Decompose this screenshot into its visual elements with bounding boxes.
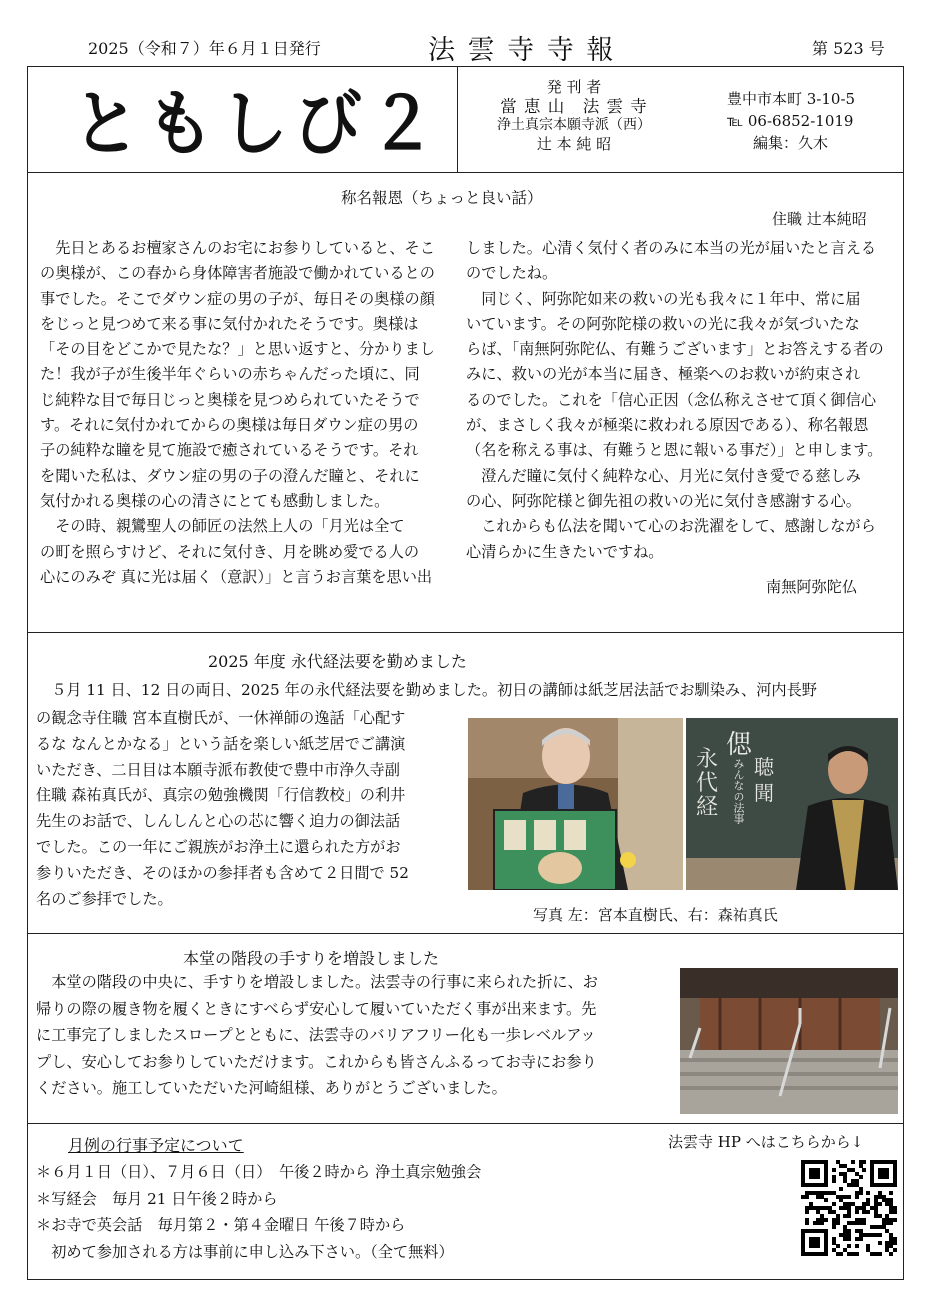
qr-module — [820, 1221, 824, 1225]
qr-module — [859, 1237, 863, 1241]
article1-closing: 南無阿弥陀仏 — [766, 578, 858, 596]
divider — [27, 632, 904, 633]
text-line: ください。施工していただいた河崎組様、ありがとうございました。 — [36, 1079, 507, 1097]
text-line: 澄んだ瞳に気付く純粋な心、月光に気付き愛でる慈しみ — [466, 466, 861, 485]
issue-number: 第 523 号 — [812, 39, 885, 58]
publisher-heading: 発 刊 者 — [546, 78, 602, 96]
qr-module — [836, 1221, 840, 1225]
qr-module — [878, 1252, 882, 1256]
schedule-list — [36, 1159, 656, 1265]
qr-module — [893, 1248, 897, 1252]
text-line: 「その目をどこかで見たな？」と思い返すと、分かりまし — [40, 340, 435, 359]
text-line: 心清らかに生きたいですね。 — [466, 542, 664, 561]
qr-module — [878, 1241, 882, 1245]
qr-module — [862, 1160, 866, 1164]
text-line: でした。この一年にご親族がお浄土に還られた方がお — [36, 837, 401, 856]
text-line: じ純粋な目で毎日じっと奥様を見つめられていたそうで — [40, 390, 420, 409]
text-line: ＊写経会 毎月 21 日午後２時から — [36, 1189, 278, 1208]
qr-module — [866, 1191, 870, 1195]
text-line: ＊お寺で英会話 毎月第２・第４金曜日 午後７時から — [36, 1216, 406, 1234]
text-line: これからも仏法を聞いて心のお洗濯をして、感謝しながら — [466, 517, 876, 536]
qr-module — [878, 1202, 882, 1206]
article3-title: 本堂の階段の手すりを増設しました — [183, 949, 440, 968]
qr-module — [893, 1218, 897, 1222]
text-line: るのでした。これを「信心正因（念仏称えさせて頂く御信心 — [466, 390, 877, 409]
qr-module — [824, 1198, 828, 1202]
text-line: 帰りの際の履き物を履くときにすべらず安心して履いていただく事が出来ます。先 — [36, 999, 597, 1018]
qr-module — [893, 1241, 897, 1245]
divider — [27, 933, 904, 934]
text-line: 心にのみぞ 真に光は届く（意訳）」と言うお言葉を思い出 — [40, 567, 433, 586]
text-line: るな なんとかなる」という話を楽しい紙芝居でご講演 — [36, 734, 406, 753]
text-line: みに、救いの光が本当に届き、極楽へのお救いが約束され — [466, 365, 861, 384]
photo-caption: 写真 左：宮本直樹氏、右：森祐真氏 — [533, 906, 778, 924]
article3-body — [36, 969, 676, 1102]
qr-module — [839, 1252, 843, 1256]
text-line: 事でした。そこでダウン症の男の子が、毎日その奥様の顔 — [40, 289, 435, 308]
qr-module — [832, 1202, 836, 1206]
qr-module — [855, 1195, 859, 1199]
website-qr-code[interactable] — [801, 1160, 897, 1256]
divider — [27, 1123, 904, 1124]
publisher-name: 辻 本 純 昭 — [536, 135, 612, 153]
qr-module — [855, 1244, 859, 1248]
blackboard-column: 永 代 経 — [696, 747, 719, 820]
masthead-divider — [457, 66, 458, 172]
phone: ℡ 06-6852-1019 — [727, 112, 854, 130]
text-line: の奥様が、この春から身体障害者施設で働かれているとの — [40, 264, 435, 283]
text-line: 本堂の階段の中央に、手すりを増設しました。法雲寺の行事に来られた折に、お — [36, 973, 598, 991]
text-line: の心、阿弥陀様と御先祖の救いの光に気付き感謝する心。 — [466, 491, 861, 510]
text-line: に工事完了しましたスロープとともに、法雲寺のバリアフリー化も一歩レベルアッ — [36, 1026, 596, 1044]
divider — [27, 172, 904, 173]
text-line: をじっと見つめて来る事に気付かれたそうです。奥様は — [40, 314, 419, 333]
issue-date: 2025（令和７）年６月１日発行 — [88, 39, 321, 58]
qr-module — [839, 1187, 843, 1191]
qr-module — [847, 1237, 851, 1241]
qr-module — [847, 1244, 851, 1248]
text-line: の町を照らすけど、それに気付き、月を眺め愛でる人の — [40, 542, 420, 561]
text-line: 住職 森祐真氏が、真宗の勉強機関「行信教校」の利井 — [36, 786, 406, 805]
temple-name: 當 恵 山 法 雲 寺 — [500, 97, 648, 116]
schedule-title: 月例の行事予定について — [68, 1136, 244, 1155]
text-line: 名のご参拝でした。 — [36, 889, 173, 908]
text-line: す。それに気付かれてからの奥様は毎日ダウン症の男の — [40, 416, 419, 435]
qr-module — [824, 1218, 828, 1222]
blackboard-column: 聴 聞 — [754, 755, 774, 805]
text-line: いています。その阿弥陀様の救いの光に我々が気づいたな — [466, 314, 860, 333]
text-line: を聞いた私は、ダウン症の男の子の澄んだ瞳と、それに — [40, 466, 420, 485]
text-line: た！我が子が生後半年ぐらいの赤ちゃんだった頃に、同 — [40, 365, 420, 384]
article1-left-column — [40, 236, 460, 590]
qr-module — [851, 1160, 855, 1164]
qr-module — [805, 1195, 809, 1199]
qr-module — [866, 1210, 870, 1214]
blackboard-small-text: みんなの法事 — [732, 758, 745, 824]
qr-module — [862, 1221, 866, 1225]
article1-right-column — [466, 236, 894, 565]
qr-module — [832, 1168, 836, 1172]
masthead-logo: ともしび２ — [72, 82, 443, 167]
qr-module — [889, 1221, 893, 1225]
text-line: 先生のお話で、しんしんと心の芯に響く迫力の御法話 — [36, 812, 401, 831]
text-line: のでしたね。 — [466, 264, 558, 283]
article1-title: 称名報恩（ちょっと良い話） — [341, 189, 543, 207]
text-line: その時、親鸞聖人の師匠の法然上人の「月光は全て — [40, 517, 405, 536]
text-line: しました。心清く気付く者のみに本当の光が届いたと言える — [466, 239, 877, 257]
article2-title: 2025 年度 永代経法要を勤めました — [208, 652, 467, 671]
article2-first-line: ５月 11 日、12 日の両日、2025 年の永代経法要を勤めました。初日の講師は紙芝居法話でお馴染み、河内長野 — [36, 681, 817, 699]
blackboard-char: 偲 — [726, 730, 753, 760]
contact-block — [727, 88, 855, 154]
text-line: 参りいただき、そのほかの参拝者も含めて２日間で 52 — [36, 863, 409, 882]
qr-module — [855, 1252, 859, 1256]
text-line: プし、安心してお参りしていただけます。これからも皆さんふるってお寺にお参り — [36, 1052, 597, 1071]
kamishibai-photo — [468, 718, 683, 890]
qr-module — [878, 1233, 882, 1237]
text-line: らば、「南無阿弥陀仏、有難うございます」とお答えする者の — [466, 340, 884, 359]
text-line: 子の純粋な瞳を見て施設で癒されているそうです。それ — [40, 441, 419, 460]
qr-module — [836, 1244, 840, 1248]
qr-module — [893, 1210, 897, 1214]
text-line: の観念寺住職 宮本直樹氏が、一休禅師の逸話「心配す — [36, 709, 406, 727]
address: 豊中市本町 3-10-5 — [727, 90, 856, 108]
text-line: 初めて参加される方は事前に申し込み下さい。（全て無料） — [36, 1242, 454, 1261]
text-line: 同じく、阿弥陀如来の救いの光も我々に１年中、常に届 — [466, 289, 861, 308]
qr-module — [847, 1195, 851, 1199]
hp-label: 法雲寺 HP へはこちらから↓ — [668, 1133, 864, 1151]
text-line: （名を称える事は、有難うと恩に報いる事だ）」と申します。 — [466, 441, 883, 460]
qr-module — [862, 1168, 866, 1172]
qr-module — [859, 1191, 863, 1195]
handrail-photo — [680, 968, 898, 1114]
text-line: いただき、二日目は本願寺派布教使で豊中市浄久寺副 — [36, 760, 400, 779]
qr-module — [859, 1175, 863, 1179]
qr-module — [889, 1252, 893, 1256]
qr-finder-mark — [878, 1168, 890, 1180]
qr-module — [889, 1191, 893, 1195]
text-line: ＊６月１日（日）、７月６日（日） 午後２時から 浄土真宗勉強会 — [36, 1163, 482, 1181]
paper-name: 法 雲 寺 寺 報 — [428, 35, 616, 66]
text-line: 先日とあるお檀家さんのお宅にお参りしていると、そこ — [40, 239, 435, 257]
qr-module — [832, 1179, 836, 1183]
text-line: 気付かれる奥様の心の清さにとても感動しました。 — [40, 491, 390, 510]
article1-author: 住職 辻本純昭 — [772, 210, 867, 228]
text-line: が、まさしく我々が極楽に救われる原因である）、称名報恩 — [466, 416, 869, 435]
qr-finder-mark — [809, 1237, 821, 1249]
publisher-block — [463, 78, 685, 154]
qr-finder-mark — [809, 1168, 821, 1180]
qr-module — [847, 1214, 851, 1218]
editor: 編集：久木 — [753, 134, 829, 152]
blackboard-photo — [686, 718, 898, 890]
sect: 浄土真宗本願寺派（西） — [497, 117, 651, 133]
qr-module — [805, 1210, 809, 1214]
qr-module — [832, 1225, 836, 1229]
qr-module — [855, 1210, 859, 1214]
qr-module — [805, 1221, 809, 1225]
article2-body — [36, 706, 456, 912]
